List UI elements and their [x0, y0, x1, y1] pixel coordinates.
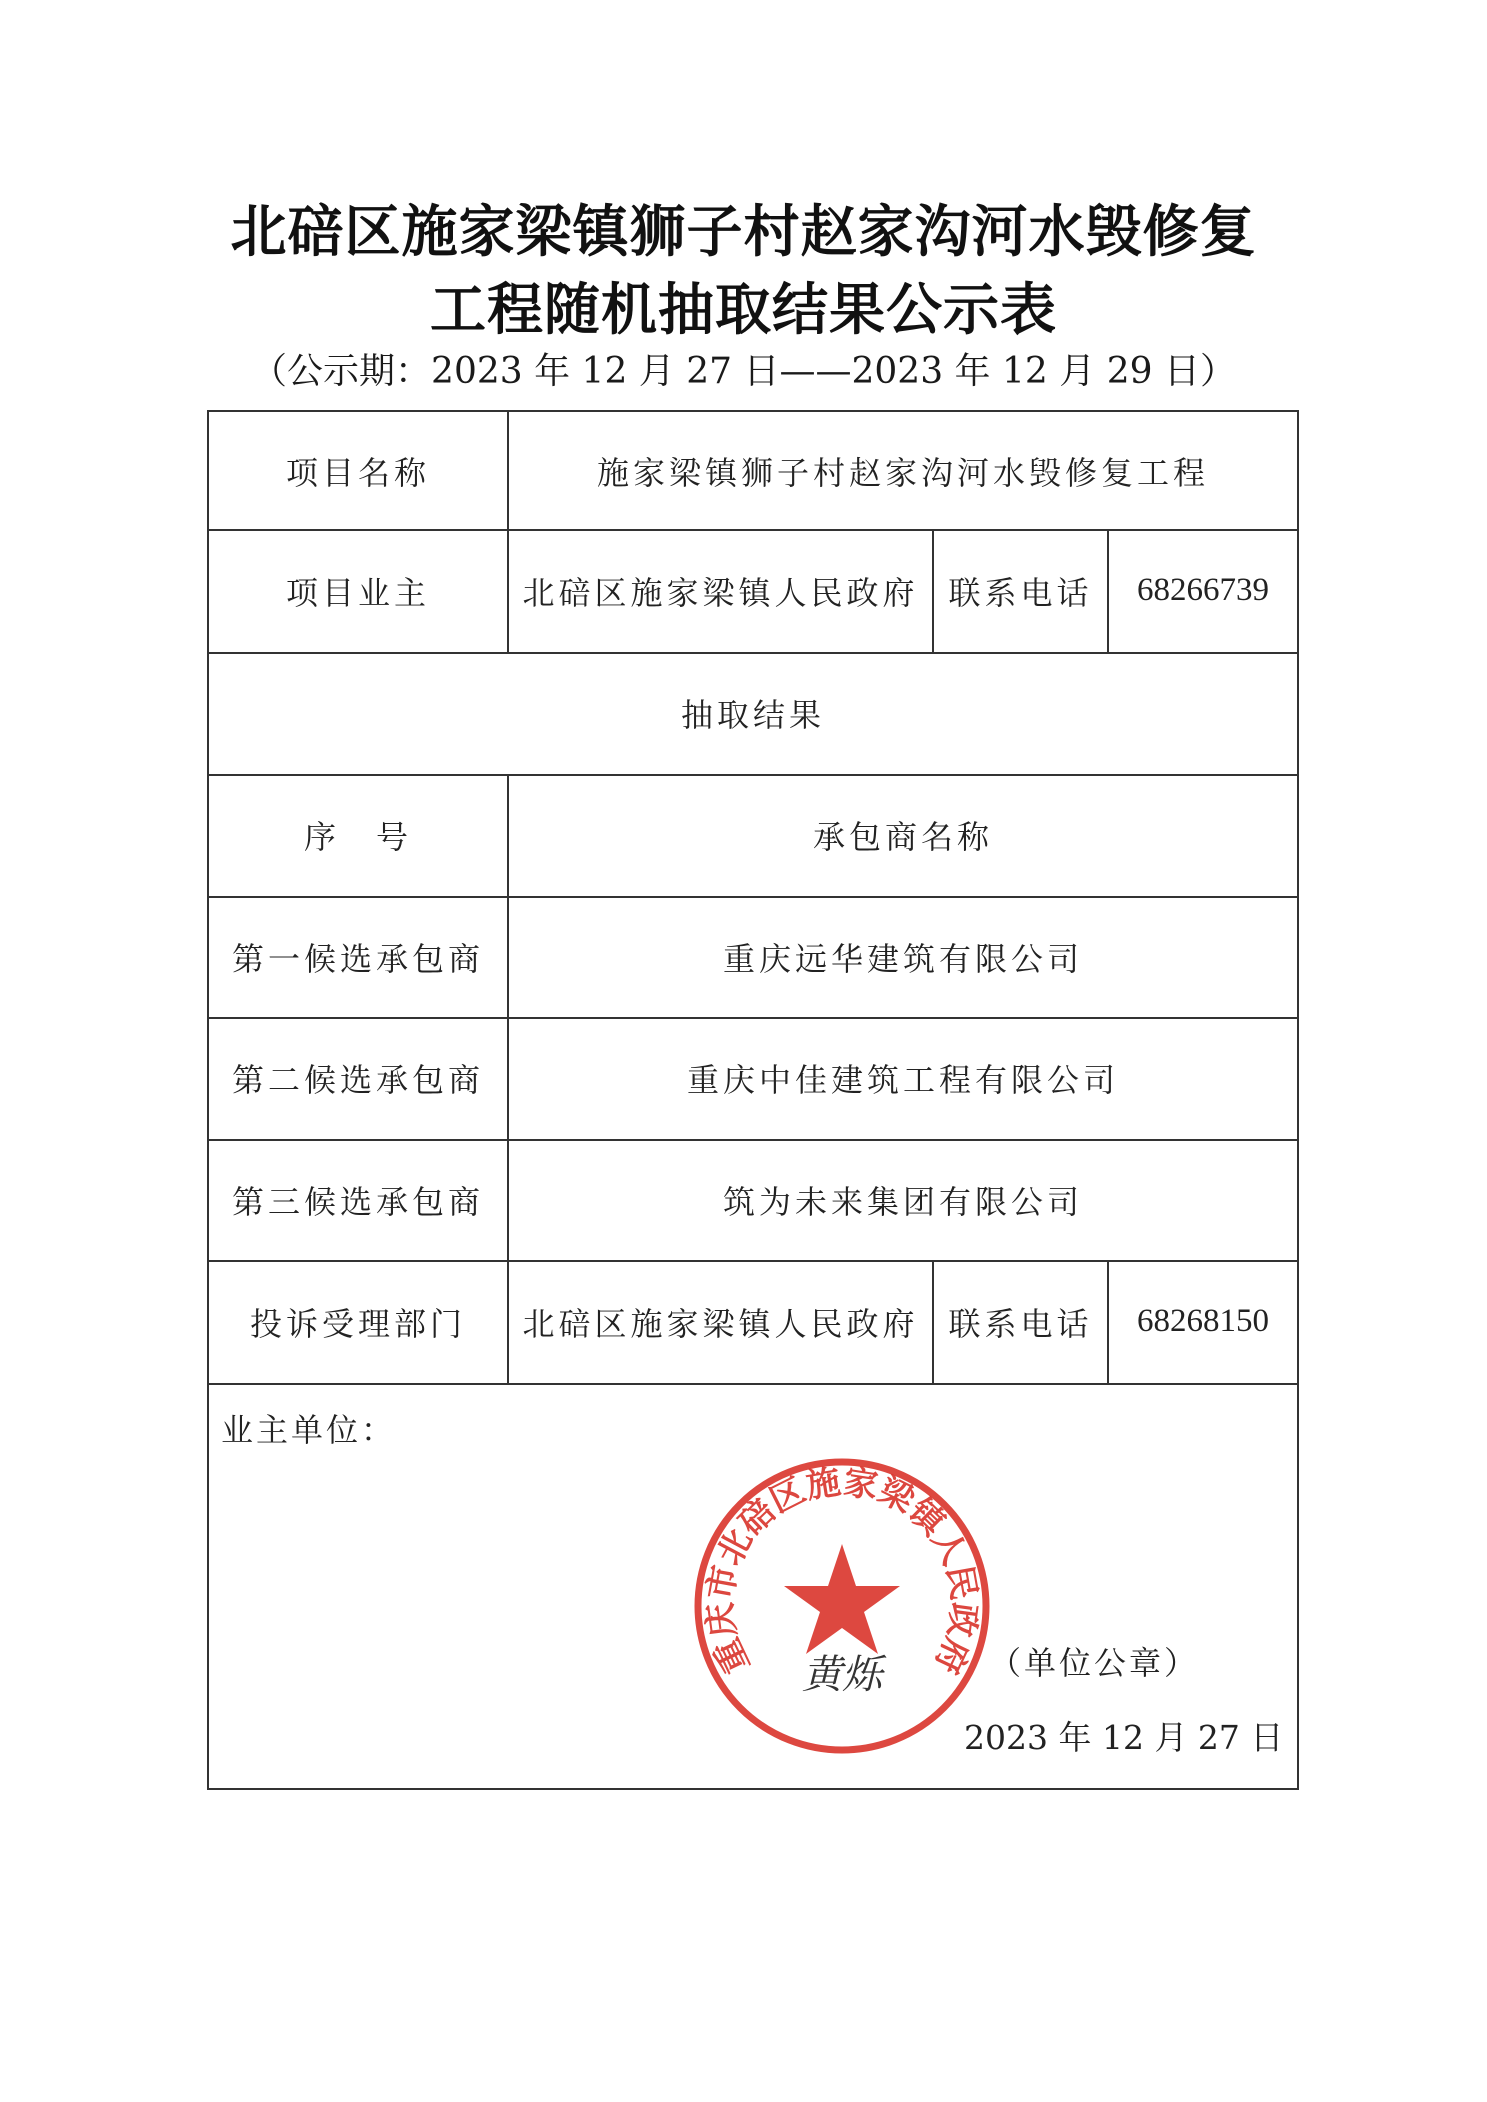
sign-date: 2023 年 12 月 27 日: [964, 1718, 1284, 1757]
seal-text: 重庆市北碚区施家梁镇人民政府: [699, 1462, 985, 1680]
table-row-column-headers: [209, 774, 1297, 898]
owner-value: 北碚区施家梁镇人民政府: [509, 529, 934, 652]
table-row-complaint: [209, 1260, 1297, 1385]
candidate-name: 重庆远华建筑有限公司: [722, 939, 1083, 978]
owner-phone: 68266739: [1137, 572, 1269, 608]
candidate-rank-label: 第三候选承包商: [209, 1139, 509, 1260]
table-row-owner: [209, 529, 1297, 654]
owner-unit-label: 业主单位：: [221, 1411, 397, 1449]
seq-column-header: 序 号: [209, 774, 509, 896]
document-title-line2: 工程随机抽取结果公示表: [430, 278, 1057, 343]
project-name-value: 施家梁镇狮子村赵家沟河水毁修复工程: [596, 453, 1209, 492]
result-table: [207, 410, 1299, 1790]
complaint-phone: 68268150: [1137, 1303, 1269, 1339]
result-header: 抽取结果: [680, 696, 825, 734]
table-row: [209, 896, 1297, 1019]
candidate-rank-label: 第一候选承包商: [209, 896, 509, 1017]
official-seal: [692, 1456, 992, 1756]
table-row: [209, 1139, 1297, 1262]
complaint-dept-value: 北碚区施家梁镇人民政府: [509, 1260, 934, 1383]
contractor-column-header: 承包商名称: [812, 818, 993, 856]
seal-note: （单位公章）: [989, 1644, 1200, 1682]
table-row-project-name: [209, 412, 1297, 531]
candidate-name: 重庆中佳建筑工程有限公司: [686, 1061, 1119, 1099]
document-title-line1: 北碚区施家梁镇狮子村赵家沟河水毁修复: [230, 200, 1257, 265]
candidate-name: 筑为未来集团有限公司: [722, 1182, 1083, 1221]
complaint-dept-label: 投诉受理部门: [209, 1260, 509, 1383]
signature: 黄烁: [802, 1652, 882, 1698]
complaint-phone-label: 联系电话: [934, 1260, 1109, 1383]
candidate-rank-label: 第二候选承包商: [209, 1017, 509, 1139]
owner-phone-label: 联系电话: [934, 529, 1109, 652]
table-row-result-header: [209, 652, 1297, 776]
table-row: [209, 1017, 1297, 1141]
publicity-period: （公示期：2023 年 12 月 27 日——2023 年 12 月 29 日）: [251, 351, 1236, 392]
project-name-label: 项目名称: [209, 412, 509, 529]
star-icon: [784, 1544, 900, 1654]
owner-label: 项目业主: [209, 529, 509, 652]
